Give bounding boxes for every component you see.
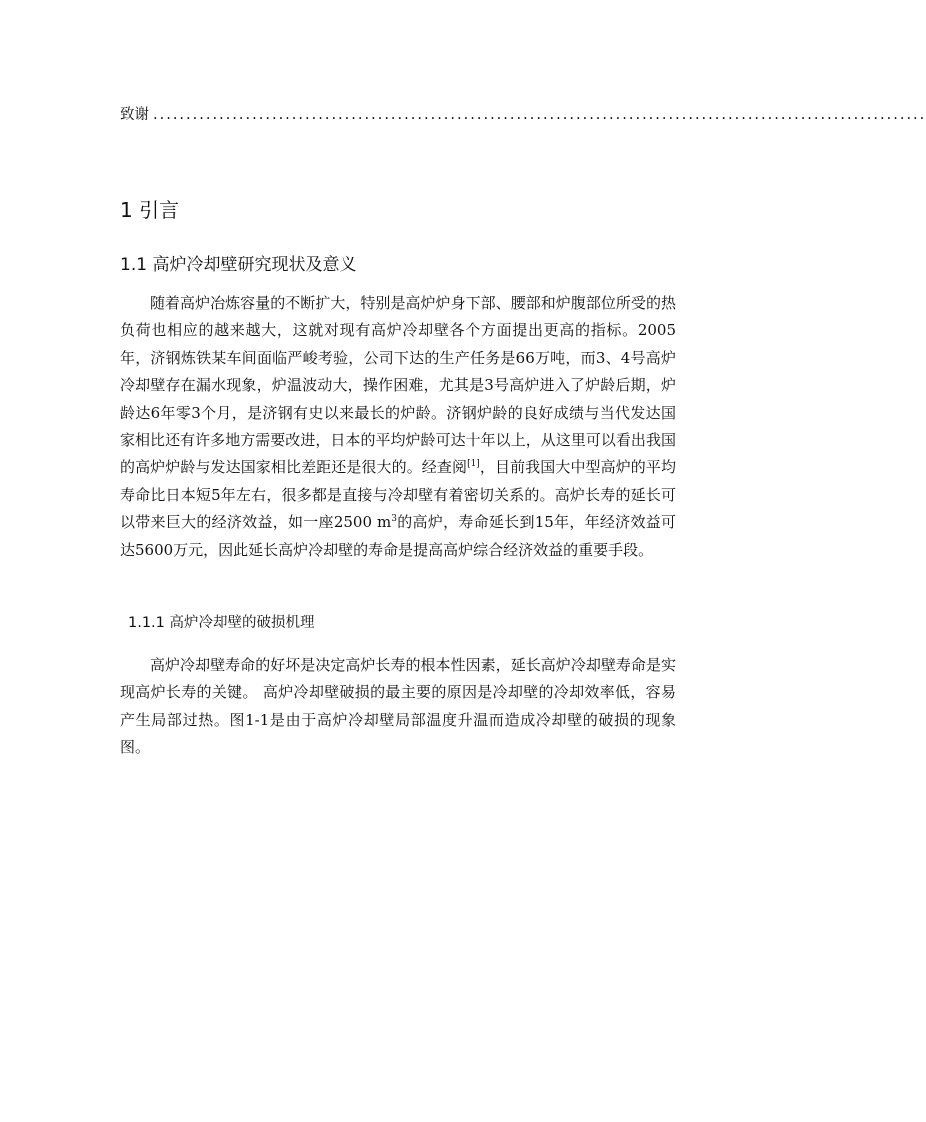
subsection-heading: 1.1 高炉冷却壁研究现状及意义 (120, 255, 357, 275)
toc-entry-acknowledgements[interactable] (120, 103, 926, 127)
unit-superscript: 3 (391, 514, 397, 525)
subsubsection-heading: 1.1.1 高炉冷却壁的破损机理 (128, 615, 315, 631)
paragraph-text: 的高炉，寿命延长到15年，年经济效益可达5600万元，因此延长高炉冷却壁的寿命是提高高炉综合经济效益的重要手段。 (120, 513, 676, 559)
citation-ref[interactable]: [1] (467, 459, 480, 470)
section-heading: 1 引言 (120, 198, 180, 222)
paragraph-text: 随着高炉冶炼容量的不断扩大，特别是高炉炉身下部、腰部和炉腹部位所受的热负荷也相应的越来越大，这就对现有高炉冷却壁各个方面提出更高的指标。2005年，济钢炼铁某车间面临严峻考验，公司下达的生产任务是66万吨，而3、4号高炉冷却壁存在漏水现象，炉温波动大，操作困难，尤其是3号高炉进入了炉龄后期，炉龄达6年零3个月，是济钢有史以来最长的炉龄。济钢炉龄的良好成绩与当代发达国家相比还有许多地方需要改进，日本的平均炉龄可达十年以上，从这里可以看出我国的高炉炉龄与发达国家相比差距还是很大的。经查阅 (120, 294, 676, 477)
paragraph-text: ，目前我国大中型高炉的平均寿命比日本短5年左右，很多都是直接与冷却壁有着密切关系的。高炉长寿的延长可以带来巨大的经济效益，如一座2500 m (120, 458, 676, 532)
body-paragraph-1 (120, 290, 676, 564)
toc-label: 致谢 (120, 107, 149, 123)
toc-leader-dots: ..................................................................................................................... (153, 107, 926, 123)
body-paragraph-2: 高炉冷却壁寿命的好坏是决定高炉长寿的根本性因素，延长高炉冷却壁寿命是实现高炉长寿的关键。 高炉冷却壁破损的最主要的原因是冷却壁的冷却效率低，容易产生局部过热。图1-1是由于高炉冷却壁局部温度升温而造成冷却壁的破损的现象图。 (120, 656, 676, 757)
